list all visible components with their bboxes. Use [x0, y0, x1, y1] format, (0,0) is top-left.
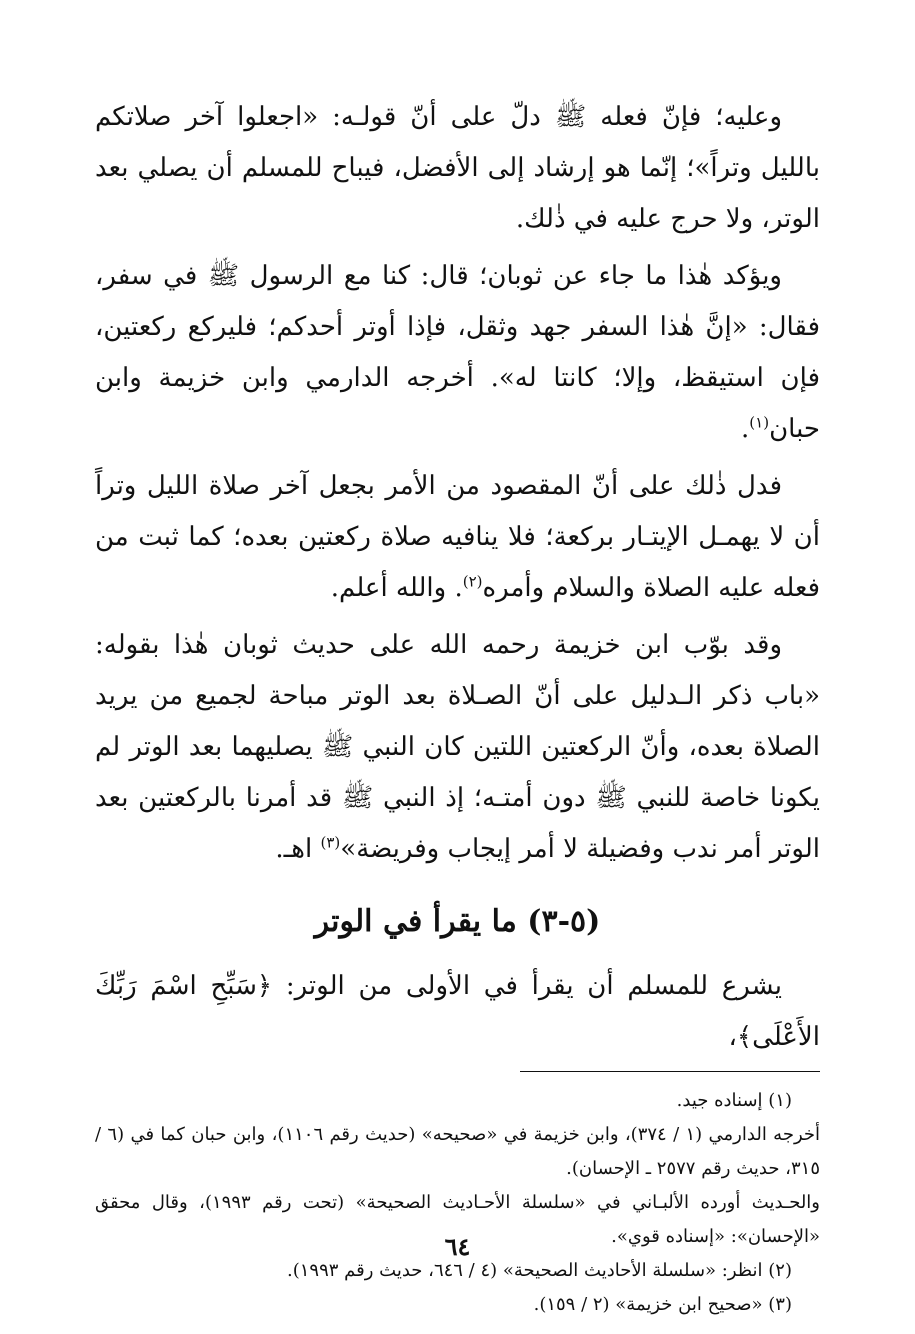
footnote-1-source: أخرجه الدارمي (١ / ٣٧٤)، وابن خزيمة في «صحيحه» (حديث رقم ١١٠٦)، وابن حبان كما في (٦ / ٣١٥، حديث رقم ٢٥٧٧ ـ الإحسان). [95, 1124, 820, 1179]
paragraph-5-text: يشرع للمسلم أن يقرأ في الأولى من الوتر: ﴿سَبِّحِ اسْمَ رَبِّكَ الأَعْلَى﴾، [95, 971, 820, 1052]
paragraph-4-end: اهـ. [275, 834, 321, 864]
footnote-3: (٣) «صحيح ابن خزيمة» (٢ / ١٥٩). [533, 1294, 792, 1315]
footnote-1-grading: والحـديث أورده الألبـاني في «سلسلة الأحـاديث الصحيحة» (تحت رقم ١٩٩٣)، وقال محقق «الإحسان»: «إسناده قوي». [95, 1192, 821, 1247]
footnote-ref-1: (١) [749, 413, 770, 432]
paragraph-3-end: . والله أعلم. [330, 573, 463, 603]
paragraph-3 [95, 461, 820, 614]
paragraph-2-end: . [741, 414, 750, 444]
paragraph-3-text: فدل ذٰلك على أنّ المقصود من الأمر بجعل آخر صلاة الليل وتراً أن لا يهمـل الإيتـار بركعة؛ فلا ينافيه صلاة ركعتين بعده؛ كما ثبت من فعله عليه الصلاة والسلام وأمره [95, 471, 820, 603]
paragraph-1-text: وعليه؛ فإنّ فعله ﷺ دلّ على أنّ قولـه: «اجعلوا آخر صلاتكم بالليل وتراً»؛ إنّما هو إرشاد إلى الأفضل، فيباح للمسلم أن يصلي بعد الوتر، ولا حرج عليه في ذٰلك. [95, 102, 820, 234]
footnote-divider [520, 1071, 820, 1072]
paragraph-5 [95, 961, 820, 1063]
footnote-ref-2: (٢) [462, 572, 483, 591]
page-number: ٦٤ [444, 1232, 471, 1261]
paragraph-4-text: وقد بوّب ابن خزيمة رحمه الله على حديث ثوبان هٰذا بقوله: «باب ذكر الـدليل على أنّ الصـلاة بعد الوتر مباحة لجميع من يريد الصلاة بعده، وأنّ الركعتين اللتين كان النبي ﷺ يصليهما بعد الوتر لم يكونا خاصة للنبي ﷺ دون أمتـه؛ إذ النبي ﷺ قد أمرنا بالركعتين بعد الوتر أمر ندب وفضيلة لا أمر إيجاب وفريضة» [95, 630, 820, 864]
paragraph-1 [95, 92, 820, 245]
paragraph-2 [95, 251, 820, 455]
footnote-2: (٢) انظر: «سلسلة الأحاديث الصحيحة» (٤ / ٦٤٦، حديث رقم ١٩٩٣). [287, 1260, 792, 1281]
footnote-1-title: (١) إسناده جيد. [676, 1090, 792, 1111]
book-page [95, 92, 821, 1315]
paragraph-4 [95, 620, 820, 875]
paragraph-2-text: ويؤكد هٰذا ما جاء عن ثوبان؛ قال: كنا مع الرسول ﷺ في سفر، فقال: «إنَّ هٰذا السفر جهد وثقل، فإذا أوتر أحدكم؛ فليركع ركعتين، فإن استيقظ، وإلا؛ كانتا له». أخرجه الدارمي وابن خزيمة وابن حبان [95, 261, 820, 444]
section-heading: (٥-٣) ما يقرأ في الوتر [314, 904, 601, 939]
footnote-ref-3: (٣) [320, 833, 341, 852]
